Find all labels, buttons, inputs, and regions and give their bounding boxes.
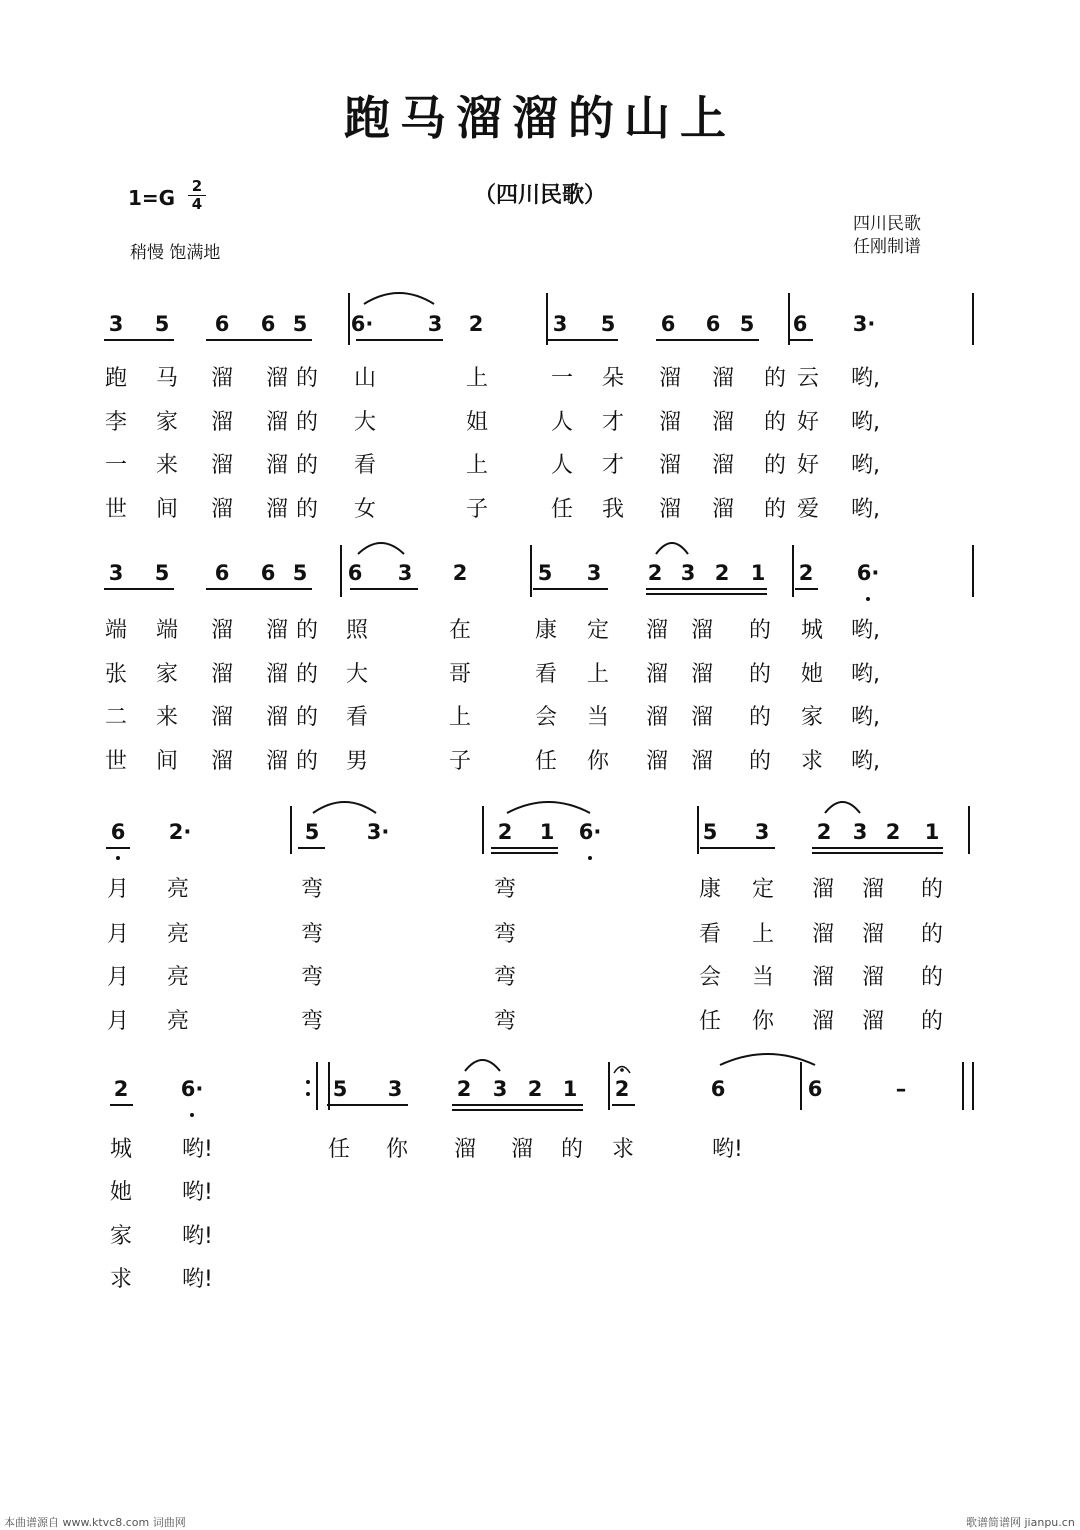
lyric-char: 的 (764, 410, 787, 435)
lyric-char: 的 (296, 705, 319, 730)
lyric-char: 弯 (494, 922, 517, 947)
lyric-char: 的 (296, 453, 319, 478)
lyric-char: 的 (561, 1137, 584, 1162)
lyric-char: 她 (110, 1180, 133, 1205)
lyric-char: 求 (801, 749, 824, 774)
jianpu-note: 3 (680, 561, 696, 585)
lyric-char: 溜 (862, 1009, 885, 1034)
jianpu-note: 1 (539, 820, 555, 844)
lyric-char: 当 (587, 705, 610, 730)
lyric-char: 照 (346, 618, 369, 643)
credit-origin: 四川民歌 (853, 214, 921, 234)
lyric-char: 哥 (449, 662, 472, 687)
lyric-char: 亮 (167, 965, 190, 990)
fermata-dot (620, 1068, 624, 1072)
lyric-char: 看 (354, 453, 377, 478)
lyric-char: 溜 (266, 410, 289, 435)
lyric-char: 女 (354, 497, 377, 522)
lyric-char: 溜 (691, 705, 714, 730)
lyric-char: 朵 (602, 366, 625, 391)
jianpu-note: 2 (456, 1077, 472, 1101)
lyric-char: 溜 (812, 965, 835, 990)
lyric-char: 任 (551, 497, 574, 522)
lyric-char: 溜 (266, 366, 289, 391)
jianpu-note: 3· (852, 312, 876, 336)
lyric-char: 会 (699, 965, 722, 990)
jianpu-note: 6· (856, 561, 880, 585)
lyric-char: 哟! (182, 1224, 213, 1249)
lyric-char: 溜 (646, 618, 669, 643)
lyric-char: 姐 (466, 410, 489, 435)
lyric-char: 看 (535, 662, 558, 687)
lyric-char: 马 (156, 366, 179, 391)
slur (313, 802, 376, 813)
lyric-char: 看 (699, 922, 722, 947)
lyric-char: 溜 (812, 922, 835, 947)
slur (358, 543, 404, 554)
lyric-char: 男 (346, 749, 369, 774)
time-signature-top: 2 (191, 177, 203, 195)
lyric-char: 子 (466, 497, 489, 522)
jianpu-note: 6· (578, 820, 602, 844)
lyric-char: 溜 (266, 618, 289, 643)
lyric-char: 家 (801, 705, 824, 730)
lyric-char: 溜 (266, 453, 289, 478)
jianpu-note: 2 (527, 1077, 543, 1101)
lyric-char: 任 (535, 749, 558, 774)
jianpu-note: 5 (292, 561, 308, 585)
lyric-char: 哟, (851, 453, 880, 478)
jianpu-note: – (895, 1077, 907, 1101)
jianpu-note: 2 (614, 1077, 630, 1101)
song-title: 跑马溜溜的山上 (344, 91, 736, 145)
jianpu-note: 6 (214, 561, 230, 585)
lyric-char: 当 (752, 965, 775, 990)
lyric-char: 亮 (167, 877, 190, 902)
lyric-char: 城 (110, 1137, 133, 1162)
lyric-char: 溜 (712, 497, 735, 522)
lyric-char: 跑 (105, 366, 128, 391)
jianpu-note: 3· (366, 820, 390, 844)
jianpu-note: 5 (154, 312, 170, 336)
slur (656, 543, 688, 554)
lyric-char: 好 (797, 410, 820, 435)
lyric-char: 端 (156, 618, 179, 643)
jianpu-note: 6· (350, 312, 374, 336)
lyric-char: 家 (156, 410, 179, 435)
lyric-char: 看 (346, 705, 369, 730)
time-signature-bottom: 4 (188, 195, 206, 213)
lyric-char: 定 (587, 618, 610, 643)
lyric-char: 溜 (266, 662, 289, 687)
lyric-char: 哟, (851, 366, 880, 391)
lyric-char: 月 (107, 965, 130, 990)
lyric-char: 间 (156, 497, 179, 522)
lyric-char: 溜 (812, 877, 835, 902)
lyric-char: 家 (110, 1224, 133, 1249)
lyric-char: 才 (602, 410, 625, 435)
jianpu-note: 6 (214, 312, 230, 336)
lyric-char: 弯 (494, 877, 517, 902)
lyric-char: 上 (466, 453, 489, 478)
jianpu-note: 6 (660, 312, 676, 336)
lyric-char: 的 (921, 965, 944, 990)
lyric-char: 上 (587, 662, 610, 687)
key-signature: 1=G (128, 186, 176, 210)
lyric-char: 溜 (211, 749, 234, 774)
lyric-char: 世 (105, 749, 128, 774)
lyric-char: 弯 (301, 877, 324, 902)
jianpu-note: 6 (705, 312, 721, 336)
lyric-char: 家 (156, 662, 179, 687)
jianpu-note: 6 (807, 1077, 823, 1101)
jianpu-note: 2· (168, 820, 192, 844)
lyric-char: 溜 (659, 497, 682, 522)
jianpu-note: 2 (468, 312, 484, 336)
lyric-char: 弯 (301, 965, 324, 990)
lyric-char: 亮 (167, 1009, 190, 1034)
lyric-char: 弯 (301, 1009, 324, 1034)
lyric-char: 人 (551, 410, 574, 435)
jianpu-note: 1 (562, 1077, 578, 1101)
jianpu-note: 5 (154, 561, 170, 585)
lyric-char: 你 (587, 749, 610, 774)
slur (465, 1060, 500, 1071)
lyric-char: 的 (749, 749, 772, 774)
lyric-char: 你 (752, 1009, 775, 1034)
tempo-marking: 稍慢 饱满地 (130, 243, 221, 263)
lyric-char: 的 (296, 366, 319, 391)
lyric-char: 溜 (211, 453, 234, 478)
lyric-char: 的 (296, 497, 319, 522)
lyric-char: 溜 (511, 1137, 534, 1162)
lyric-char: 溜 (862, 922, 885, 947)
lyric-char: 一 (105, 453, 128, 478)
lyric-char: 大 (346, 662, 369, 687)
lyric-char: 的 (296, 662, 319, 687)
lyric-char: 任 (699, 1009, 722, 1034)
lyric-char: 的 (296, 749, 319, 774)
jianpu-note: 3 (108, 312, 124, 336)
lyric-char: 哟, (851, 662, 880, 687)
lyric-char: 子 (449, 749, 472, 774)
lyric-char: 的 (764, 366, 787, 391)
jianpu-note: 3 (852, 820, 868, 844)
lyric-char: 溜 (211, 705, 234, 730)
lyric-char: 弯 (494, 1009, 517, 1034)
jianpu-note: 5 (304, 820, 320, 844)
lyric-char: 的 (764, 497, 787, 522)
lyric-char: 溜 (211, 497, 234, 522)
jianpu-note: 3 (387, 1077, 403, 1101)
jianpu-note: 3 (586, 561, 602, 585)
lyric-char: 求 (612, 1137, 635, 1162)
lyric-char: 的 (749, 662, 772, 687)
lyric-char: 的 (921, 1009, 944, 1034)
jianpu-note: 2 (113, 1077, 129, 1101)
lyric-char: 的 (749, 618, 772, 643)
lyric-char: 康 (535, 618, 558, 643)
lyric-char: 溜 (646, 662, 669, 687)
lyric-char: 溜 (712, 366, 735, 391)
lyric-char: 端 (105, 618, 128, 643)
jianpu-note: 2 (816, 820, 832, 844)
lyric-char: 求 (110, 1267, 133, 1292)
jianpu-note: 3 (397, 561, 413, 585)
lyric-char: 任 (328, 1137, 351, 1162)
lyric-char: 溜 (266, 705, 289, 730)
jianpu-note: 5 (292, 312, 308, 336)
lyric-char: 溜 (691, 749, 714, 774)
lyric-char: 哟! (182, 1137, 213, 1162)
lyric-char: 哟! (182, 1267, 213, 1292)
lyric-char: 亮 (167, 922, 190, 947)
jianpu-note: 3 (552, 312, 568, 336)
lyric-char: 溜 (659, 366, 682, 391)
lyric-char: 溜 (646, 749, 669, 774)
jianpu-note: 6 (260, 312, 276, 336)
jianpu-note: 1 (750, 561, 766, 585)
lyric-char: 二 (105, 705, 128, 730)
jianpu-note: 6· (180, 1077, 204, 1101)
lyric-char: 的 (296, 410, 319, 435)
lyric-char: 一 (551, 366, 574, 391)
jianpu-note: 2 (714, 561, 730, 585)
jianpu-note: 2 (885, 820, 901, 844)
lyric-char: 溜 (862, 877, 885, 902)
lyric-char: 才 (602, 453, 625, 478)
lyric-char: 弯 (494, 965, 517, 990)
lyric-char: 哟, (851, 410, 880, 435)
lyric-char: 哟, (851, 618, 880, 643)
jianpu-note: 3 (492, 1077, 508, 1101)
jianpu-note: 5 (537, 561, 553, 585)
lyric-char: 溜 (812, 1009, 835, 1034)
lyric-char: 哟! (712, 1137, 743, 1162)
lyric-char: 她 (801, 662, 824, 687)
lyric-char: 上 (466, 366, 489, 391)
lyric-char: 月 (107, 1009, 130, 1034)
lyric-char: 世 (105, 497, 128, 522)
lyric-char: 上 (449, 705, 472, 730)
jianpu-note: 6 (710, 1077, 726, 1101)
lyric-char: 云 (797, 366, 820, 391)
lyric-char: 哟, (851, 749, 880, 774)
jianpu-note: 5 (600, 312, 616, 336)
jianpu-note: 5 (332, 1077, 348, 1101)
lyric-char: 的 (749, 705, 772, 730)
lyric-char: 大 (354, 410, 377, 435)
jianpu-note: 2 (798, 561, 814, 585)
lyric-char: 好 (797, 453, 820, 478)
lyric-char: 哟! (182, 1180, 213, 1205)
jianpu-note: 6 (792, 312, 808, 336)
lyric-char: 溜 (691, 618, 714, 643)
lyric-char: 弯 (301, 922, 324, 947)
lyric-char: 上 (752, 922, 775, 947)
lyric-char: 月 (107, 877, 130, 902)
footer-watermark-right: 歌谱简谱网 jianpu.cn (966, 1516, 1075, 1529)
slur (507, 802, 590, 813)
lyric-char: 山 (354, 366, 377, 391)
jianpu-note: 3 (427, 312, 443, 336)
lyric-char: 溜 (712, 410, 735, 435)
lyric-char: 哟, (851, 705, 880, 730)
lyric-char: 间 (156, 749, 179, 774)
lyric-char: 我 (602, 497, 625, 522)
lyric-char: 哟, (851, 497, 880, 522)
slur (720, 1054, 815, 1065)
jianpu-note: 6 (347, 561, 363, 585)
lyric-char: 溜 (454, 1137, 477, 1162)
lyric-char: 来 (156, 705, 179, 730)
jianpu-note: 3 (108, 561, 124, 585)
lyric-char: 溜 (659, 453, 682, 478)
lyric-char: 的 (921, 877, 944, 902)
jianpu-note: 2 (647, 561, 663, 585)
lyric-char: 的 (764, 453, 787, 478)
lyric-char: 溜 (266, 497, 289, 522)
jianpu-note: 2 (452, 561, 468, 585)
lyric-char: 来 (156, 453, 179, 478)
lyric-char: 溜 (691, 662, 714, 687)
jianpu-note: 6 (110, 820, 126, 844)
jianpu-note: 1 (924, 820, 940, 844)
lyric-char: 溜 (211, 366, 234, 391)
lyric-char: 月 (107, 922, 130, 947)
lyric-char: 溜 (862, 965, 885, 990)
jianpu-note: 6 (260, 561, 276, 585)
jianpu-note: 5 (702, 820, 718, 844)
footer-watermark-left: 本曲谱源自 www.ktvc8.com 词曲网 (4, 1516, 186, 1529)
lyric-char: 人 (551, 453, 574, 478)
lyric-char: 溜 (211, 618, 234, 643)
jianpu-note: 5 (739, 312, 755, 336)
slur (364, 293, 434, 304)
lyric-char: 城 (801, 618, 824, 643)
credit-arranger: 任刚制谱 (853, 237, 921, 257)
lyric-char: 在 (449, 618, 472, 643)
lyric-char: 李 (105, 410, 128, 435)
lyric-char: 的 (296, 618, 319, 643)
lyric-char: 康 (699, 877, 722, 902)
lyric-char: 溜 (211, 662, 234, 687)
lyric-char: 爱 (797, 497, 820, 522)
jianpu-note: 2 (497, 820, 513, 844)
lyric-char: 溜 (266, 749, 289, 774)
lyric-char: 会 (535, 705, 558, 730)
lyric-char: 溜 (211, 410, 234, 435)
lyric-char: 张 (105, 662, 128, 687)
jianpu-note: 3 (754, 820, 770, 844)
lyric-char: 定 (752, 877, 775, 902)
song-subtitle: （四川民歌） (473, 183, 606, 208)
lyric-char: 的 (921, 922, 944, 947)
lyric-char: 溜 (659, 410, 682, 435)
lyric-char: 溜 (712, 453, 735, 478)
lyric-char: 你 (386, 1137, 409, 1162)
lyric-char: 溜 (646, 705, 669, 730)
slur (825, 802, 860, 813)
